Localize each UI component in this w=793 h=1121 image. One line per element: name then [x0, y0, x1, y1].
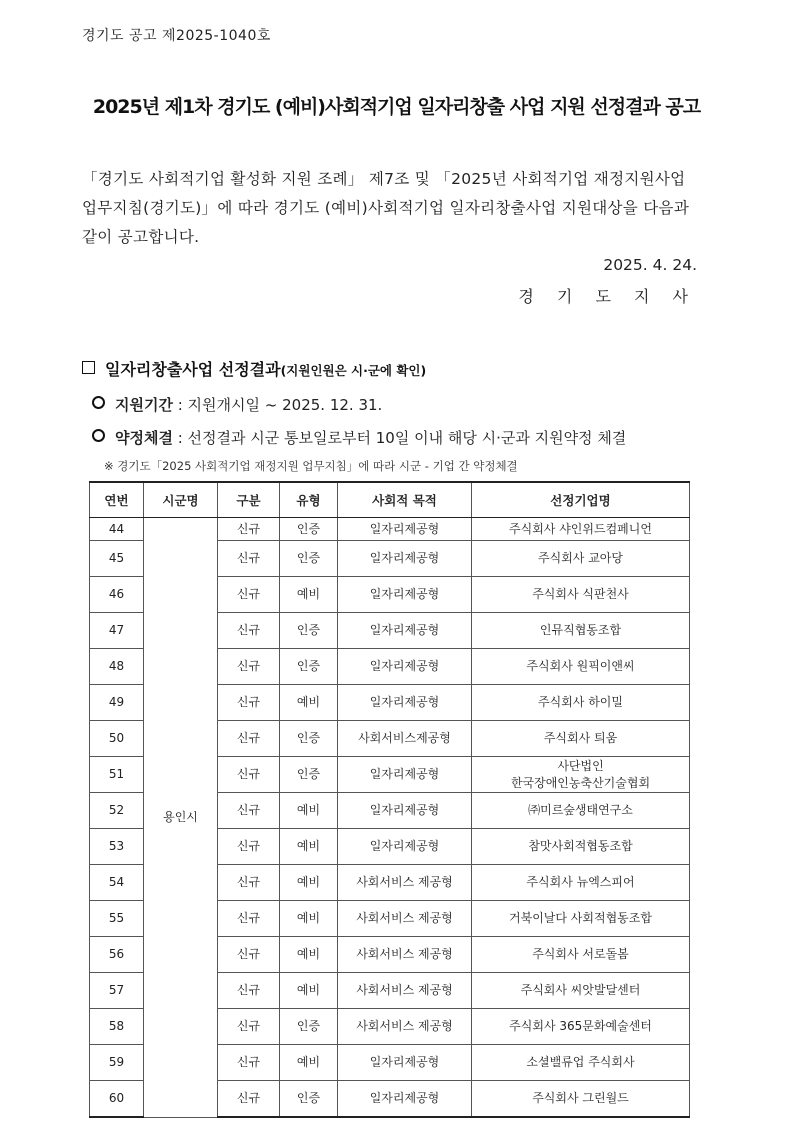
cell-category: 신규: [218, 613, 280, 649]
cell-category: 신규: [218, 1009, 280, 1045]
cell-no: 56: [90, 937, 144, 973]
cell-no: 59: [90, 1045, 144, 1081]
cell-purpose: 사회서비스제공형: [338, 721, 472, 757]
cell-type: 인증: [280, 541, 338, 577]
cell-type: 예비: [280, 1045, 338, 1081]
cell-type: 예비: [280, 829, 338, 865]
cell-company: ㈜미르숲생태연구소: [472, 793, 690, 829]
header-city: 시군명: [144, 482, 218, 518]
cell-company: 거북이날다 사회적협동조합: [472, 901, 690, 937]
cell-purpose: 일자리제공형: [338, 541, 472, 577]
cell-purpose: 사회서비스 제공형: [338, 901, 472, 937]
cell-no: 58: [90, 1009, 144, 1045]
cell-company: 인뮤직협동조합: [472, 613, 690, 649]
cell-purpose: 사회서비스 제공형: [338, 937, 472, 973]
notice-number: 경기도 공고 제2025-1040호: [82, 28, 271, 44]
header-category: 구분: [218, 482, 280, 518]
cell-category: 신규: [218, 865, 280, 901]
cell-type: 예비: [280, 973, 338, 1009]
cell-purpose: 사회서비스 제공형: [338, 865, 472, 901]
cell-category: 신규: [218, 518, 280, 541]
cell-no: 60: [90, 1081, 144, 1118]
header-purpose: 사회적 목적: [338, 482, 472, 518]
cell-purpose: 사회서비스 제공형: [338, 973, 472, 1009]
cell-purpose: 일자리제공형: [338, 829, 472, 865]
cell-purpose: 일자리제공형: [338, 649, 472, 685]
cell-purpose: 일자리제공형: [338, 685, 472, 721]
selection-table: [89, 481, 690, 1118]
cell-company: 주식회사 하이밀: [472, 685, 690, 721]
cell-no: 53: [90, 829, 144, 865]
company-line-1: 사단법인: [557, 758, 604, 773]
cell-category: 신규: [218, 901, 280, 937]
cell-type: 인증: [280, 757, 338, 793]
cell-company: 주식회사 틔움: [472, 721, 690, 757]
cell-category: 신규: [218, 793, 280, 829]
section-heading: [82, 357, 426, 380]
cell-no: 46: [90, 577, 144, 613]
bullet-label: 지원기간: [115, 396, 173, 414]
circle-bullet-icon: [92, 429, 105, 442]
document-title: 2025년 제1차 경기도 (예비)사회적기업 일자리창출 사업 지원 선정결과 공고: [92, 96, 701, 118]
cell-company: 주식회사 서로돌봄: [472, 937, 690, 973]
cell-type: 예비: [280, 865, 338, 901]
cell-company: 주식회사 샤인위드컴페니언: [472, 518, 690, 541]
header-type: 유형: [280, 482, 338, 518]
cell-category: 신규: [218, 649, 280, 685]
cell-no: 50: [90, 721, 144, 757]
cell-no: 45: [90, 541, 144, 577]
cell-company: 소셜밸류업 주식회사: [472, 1045, 690, 1081]
cell-purpose: 일자리제공형: [338, 518, 472, 541]
cell-no: 51: [90, 757, 144, 793]
cell-purpose: 일자리제공형: [338, 1081, 472, 1118]
section-subtitle: (지원인원은 시·군에 확인): [280, 363, 427, 378]
bullet-text: : 지원개시일 ~ 2025. 12. 31.: [172, 396, 383, 414]
cell-category: 신규: [218, 721, 280, 757]
cell-category: 신규: [218, 685, 280, 721]
bullet-agreement: [92, 427, 626, 448]
body-paragraph: 「경기도 사회적기업 활성화 지원 조례」 제7조 및 「2025년 사회적기업 재정지원사업 업무지침(경기도)」에 따라 경기도 (예비)사회적기업 일자리창출사업 지원대상을 다음과 같이 공고합니다.: [82, 170, 690, 246]
reference-note: ※ 경기도「2025 사회적기업 재정지원 업무지침」에 따라 시군 - 기업 간 약정체결: [104, 459, 518, 473]
cell-city: 용인시: [144, 518, 218, 1118]
cell-type: 예비: [280, 937, 338, 973]
header-no: 연번: [90, 482, 144, 518]
cell-type: 인증: [280, 1009, 338, 1045]
cell-company: 주식회사 씨앗발달센터: [472, 973, 690, 1009]
cell-no: 44: [90, 518, 144, 541]
cell-type: 인증: [280, 1081, 338, 1118]
cell-purpose: 일자리제공형: [338, 613, 472, 649]
cell-purpose: 일자리제공형: [338, 577, 472, 613]
cell-company: 주식회사 식판천사: [472, 577, 690, 613]
cell-category: 신규: [218, 757, 280, 793]
cell-no: 52: [90, 793, 144, 829]
bullet-support-period: [92, 394, 382, 415]
cell-type: 예비: [280, 577, 338, 613]
cell-category: 신규: [218, 937, 280, 973]
company-line-2: 한국장애인농축산기술협회: [510, 775, 651, 790]
cell-no: 54: [90, 865, 144, 901]
cell-company: 주식회사 원픽이앤씨: [472, 649, 690, 685]
cell-company: 주식회사 뉴엑스피어: [472, 865, 690, 901]
cell-category: 신규: [218, 541, 280, 577]
cell-category: 신규: [218, 973, 280, 1009]
cell-no: 47: [90, 613, 144, 649]
notice-date: 2025. 4. 24.: [603, 256, 697, 274]
bullet-label: 약정체결: [115, 429, 173, 447]
cell-category: 신규: [218, 829, 280, 865]
cell-type: 인증: [280, 721, 338, 757]
cell-type: 예비: [280, 901, 338, 937]
cell-no: 57: [90, 973, 144, 1009]
cell-no: 55: [90, 901, 144, 937]
cell-type: 예비: [280, 685, 338, 721]
cell-company: [472, 757, 690, 793]
cell-category: 신규: [218, 577, 280, 613]
cell-type: 인증: [280, 518, 338, 541]
square-bullet-icon: [82, 361, 95, 374]
header-company: 선정기업명: [472, 482, 690, 518]
section-title: 일자리창출사업 선정결과: [105, 360, 281, 379]
cell-company: 주식회사 그린월드: [472, 1081, 690, 1118]
cell-type: 인증: [280, 613, 338, 649]
signer: 경 기 도 지 사: [518, 287, 697, 306]
cell-purpose: 일자리제공형: [338, 793, 472, 829]
bullet-text: : 선정결과 시군 통보일로부터 10일 이내 해당 시·군과 지원약정 체결: [172, 429, 627, 447]
cell-category: 신규: [218, 1081, 280, 1118]
cell-type: 예비: [280, 793, 338, 829]
cell-purpose: 일자리제공형: [338, 1045, 472, 1081]
table-row: [90, 518, 690, 541]
cell-purpose: 일자리제공형: [338, 757, 472, 793]
cell-purpose: 사회서비스 제공형: [338, 1009, 472, 1045]
cell-no: 49: [90, 685, 144, 721]
cell-type: 인증: [280, 649, 338, 685]
cell-company: 참맛사회적협동조합: [472, 829, 690, 865]
cell-company: 주식회사 교아당: [472, 541, 690, 577]
table-header-row: [90, 482, 690, 518]
cell-no: 48: [90, 649, 144, 685]
cell-company: 주식회사 365문화예술센터: [472, 1009, 690, 1045]
circle-bullet-icon: [92, 396, 105, 409]
cell-category: 신규: [218, 1045, 280, 1081]
